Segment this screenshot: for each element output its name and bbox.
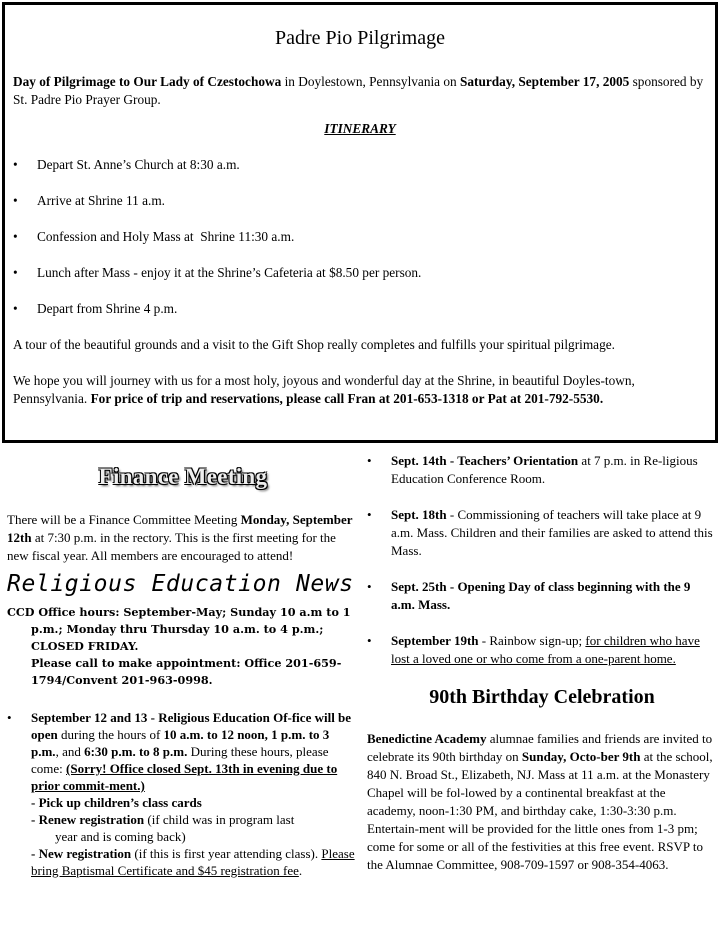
- re-bold-2: 10 a.m. to 12 noon, 1 p.m. to 3 p.m.: [31, 727, 330, 759]
- sub3-underline: Please bring Baptismal Certificate and $45 registration fee: [31, 846, 355, 878]
- itinerary-heading: ITINERARY: [324, 121, 396, 136]
- pilgrimage-title: Padre Pio Pilgrimage: [275, 27, 445, 49]
- religious-ed-item: [7, 709, 359, 879]
- intro-text-2: sponsored by St. Padre Pio Prayer Group.: [13, 74, 704, 107]
- hope-text: [13, 372, 707, 408]
- religious-ed-list: [7, 709, 359, 879]
- bday-bold-1: Benedictine Academy: [367, 731, 487, 746]
- birthday-title: 90th Birthday Celebration: [429, 686, 655, 708]
- re-text-2: , and: [55, 744, 85, 759]
- finance-bold: Monday, September 12th: [7, 512, 353, 545]
- sub-item-pickup: [31, 794, 359, 811]
- itinerary-text: Depart St. Anne’s Church at 8:30 a.m.: [37, 157, 240, 172]
- re-bold-underline: (Sorry! Office closed Sept. 13th in evening due to prior commit-ment.): [31, 761, 338, 793]
- schedule-item: [367, 632, 717, 668]
- bday-bold-2: Sunday, Octo-ber 9th: [521, 749, 641, 764]
- bullet-icon: •: [13, 193, 18, 208]
- schedule-underline: for children who have lost a loved one or who come from a one-parent home.: [391, 633, 700, 666]
- itinerary-text: Lunch after Mass - enjoy it at the Shrine’s Cafeteria at $8.50 per person.: [37, 265, 422, 280]
- bullet-icon: •: [367, 453, 372, 468]
- ccd-line-2: Please call to make appointment: Office 201-659-1794/Convent 201-963-0998.: [31, 656, 342, 687]
- itinerary-text: Depart from Shrine 4 p.m.: [37, 301, 178, 316]
- sub2-bold: - Renew registration: [31, 812, 145, 827]
- schedule-text: - Commissioning of teachers will take place at 9 a.m. Mass. Children and their families are asked to attend this Mass.: [391, 507, 713, 558]
- sub-item-renew: [31, 811, 359, 828]
- sub1-text: - Pick up children’s class cards: [31, 795, 202, 810]
- schedule-bold: September 19th: [391, 633, 479, 648]
- itinerary-item: [13, 156, 707, 192]
- finance-title: Finance Meeting: [98, 464, 268, 489]
- itinerary-item: [13, 228, 707, 264]
- bullet-icon: •: [367, 633, 372, 648]
- sub3-end: .: [298, 863, 303, 878]
- re-bold-3: 6:30 p.m. to 8 p.m.: [84, 744, 188, 759]
- schedule-item: [367, 506, 717, 560]
- itinerary-text: Arrive at Shrine 11 a.m.: [37, 193, 166, 208]
- left-column: [7, 455, 359, 879]
- tour-text: A tour of the beautiful grounds and a visit to the Gift Shop really completes and fulfills your spiritual pilgrimage.: [13, 337, 615, 352]
- schedule-item: [367, 452, 717, 488]
- hope-bold: For price of trip and reservations, please call Fran at 201-653-1318 or Pat at 201-792-5530.: [90, 391, 604, 406]
- schedule-list: [367, 452, 717, 668]
- pilgrimage-box: [2, 2, 718, 443]
- bday-text-1: alumnae families and friends are invited to celebrate its 90th birthday on: [367, 731, 713, 764]
- schedule-text: - Rainbow sign-up;: [478, 633, 586, 648]
- sub2-text: (if child was in program last: [144, 812, 295, 827]
- right-column: [367, 452, 717, 874]
- finance-plain-2: at 7:30 p.m. in the rectory. This is the first meeting for the new fiscal year. All members are encouraged to attend!: [7, 530, 336, 563]
- itinerary-item: [13, 300, 707, 336]
- finance-plain-1: There will be a Finance Committee Meeting: [7, 512, 241, 527]
- re-text-1: during the hours of: [57, 727, 164, 742]
- intro-text-1: in Doylestown, Pennsylvania on: [281, 74, 461, 89]
- birthday-text: [367, 730, 717, 874]
- ccd-office-hours: [7, 604, 359, 689]
- schedule-bold: Sept. 25th - Opening Day of class beginning with the 9 a.m. Mass.: [391, 579, 691, 612]
- hope-plain: We hope you will journey with us for a most holy, joyous and wonderful day at the Shrine, in beautiful Doyles-town, Pennsylvania.: [13, 373, 635, 406]
- bullet-icon: •: [13, 265, 18, 280]
- bday-text-2: at the school, 840 N. Broad St., Elizabeth, NJ. Mass at 11 a.m. at the Monastery Chapel will be fol-lowed by a continental breakfast at the academy, noon-1:30 PM, and birthday cake, 1:30-3:30 p.m. Entertain-ment will be provided for the little ones from 1-3 pm; come for some or all of the festivities at this free event. RSVP to the Alumnae Committee, 908-709-1597 or 908-354-4063.: [367, 749, 713, 872]
- bullet-icon: •: [367, 579, 372, 594]
- ccd-line-1: CCD Office hours: September-May; Sunday 10 a.m to 1 p.m.; Monday thru Thursday 10 a.m. to 4 p.m.; CLOSED FRIDAY.: [7, 605, 351, 653]
- sub3-text: (if this is first year attending class).: [131, 846, 322, 861]
- bullet-icon: •: [13, 229, 18, 244]
- itinerary-item: [13, 192, 707, 228]
- intro-bold-1: Day of Pilgrimage to Our Lady of Czestochowa: [13, 74, 282, 89]
- itinerary-text: Confession and Holy Mass at Shrine 11:30 a.m.: [37, 229, 295, 244]
- pilgrimage-intro: [13, 73, 707, 109]
- itinerary-item: [13, 264, 707, 300]
- bullet-icon: •: [7, 710, 12, 725]
- religious-ed-title: Religious Education News: [7, 571, 354, 597]
- bullet-icon: •: [367, 507, 372, 522]
- intro-bold-2: Saturday, September 17, 2005: [460, 74, 630, 89]
- sub-item-new: [31, 845, 359, 879]
- sub3-bold: - New registration: [31, 846, 132, 861]
- bullet-icon: •: [13, 301, 18, 316]
- re-text-3: During these hours, please come:: [31, 744, 329, 776]
- schedule-bold: Sept. 14th - Teachers’ Orientation: [391, 453, 579, 468]
- schedule-bold: Sept. 18th: [391, 507, 447, 522]
- re-bold-1: September 12 and 13 - Religious Education Of-fice will be open: [31, 710, 352, 742]
- bullet-icon: •: [13, 157, 18, 172]
- schedule-text: at 7 p.m. in Re-ligious Education Conference Room.: [391, 453, 698, 486]
- schedule-item: [367, 578, 717, 614]
- itinerary-list: [13, 156, 707, 336]
- finance-text: [7, 511, 359, 565]
- sub-item-renew-cont: year and is coming back): [55, 829, 186, 844]
